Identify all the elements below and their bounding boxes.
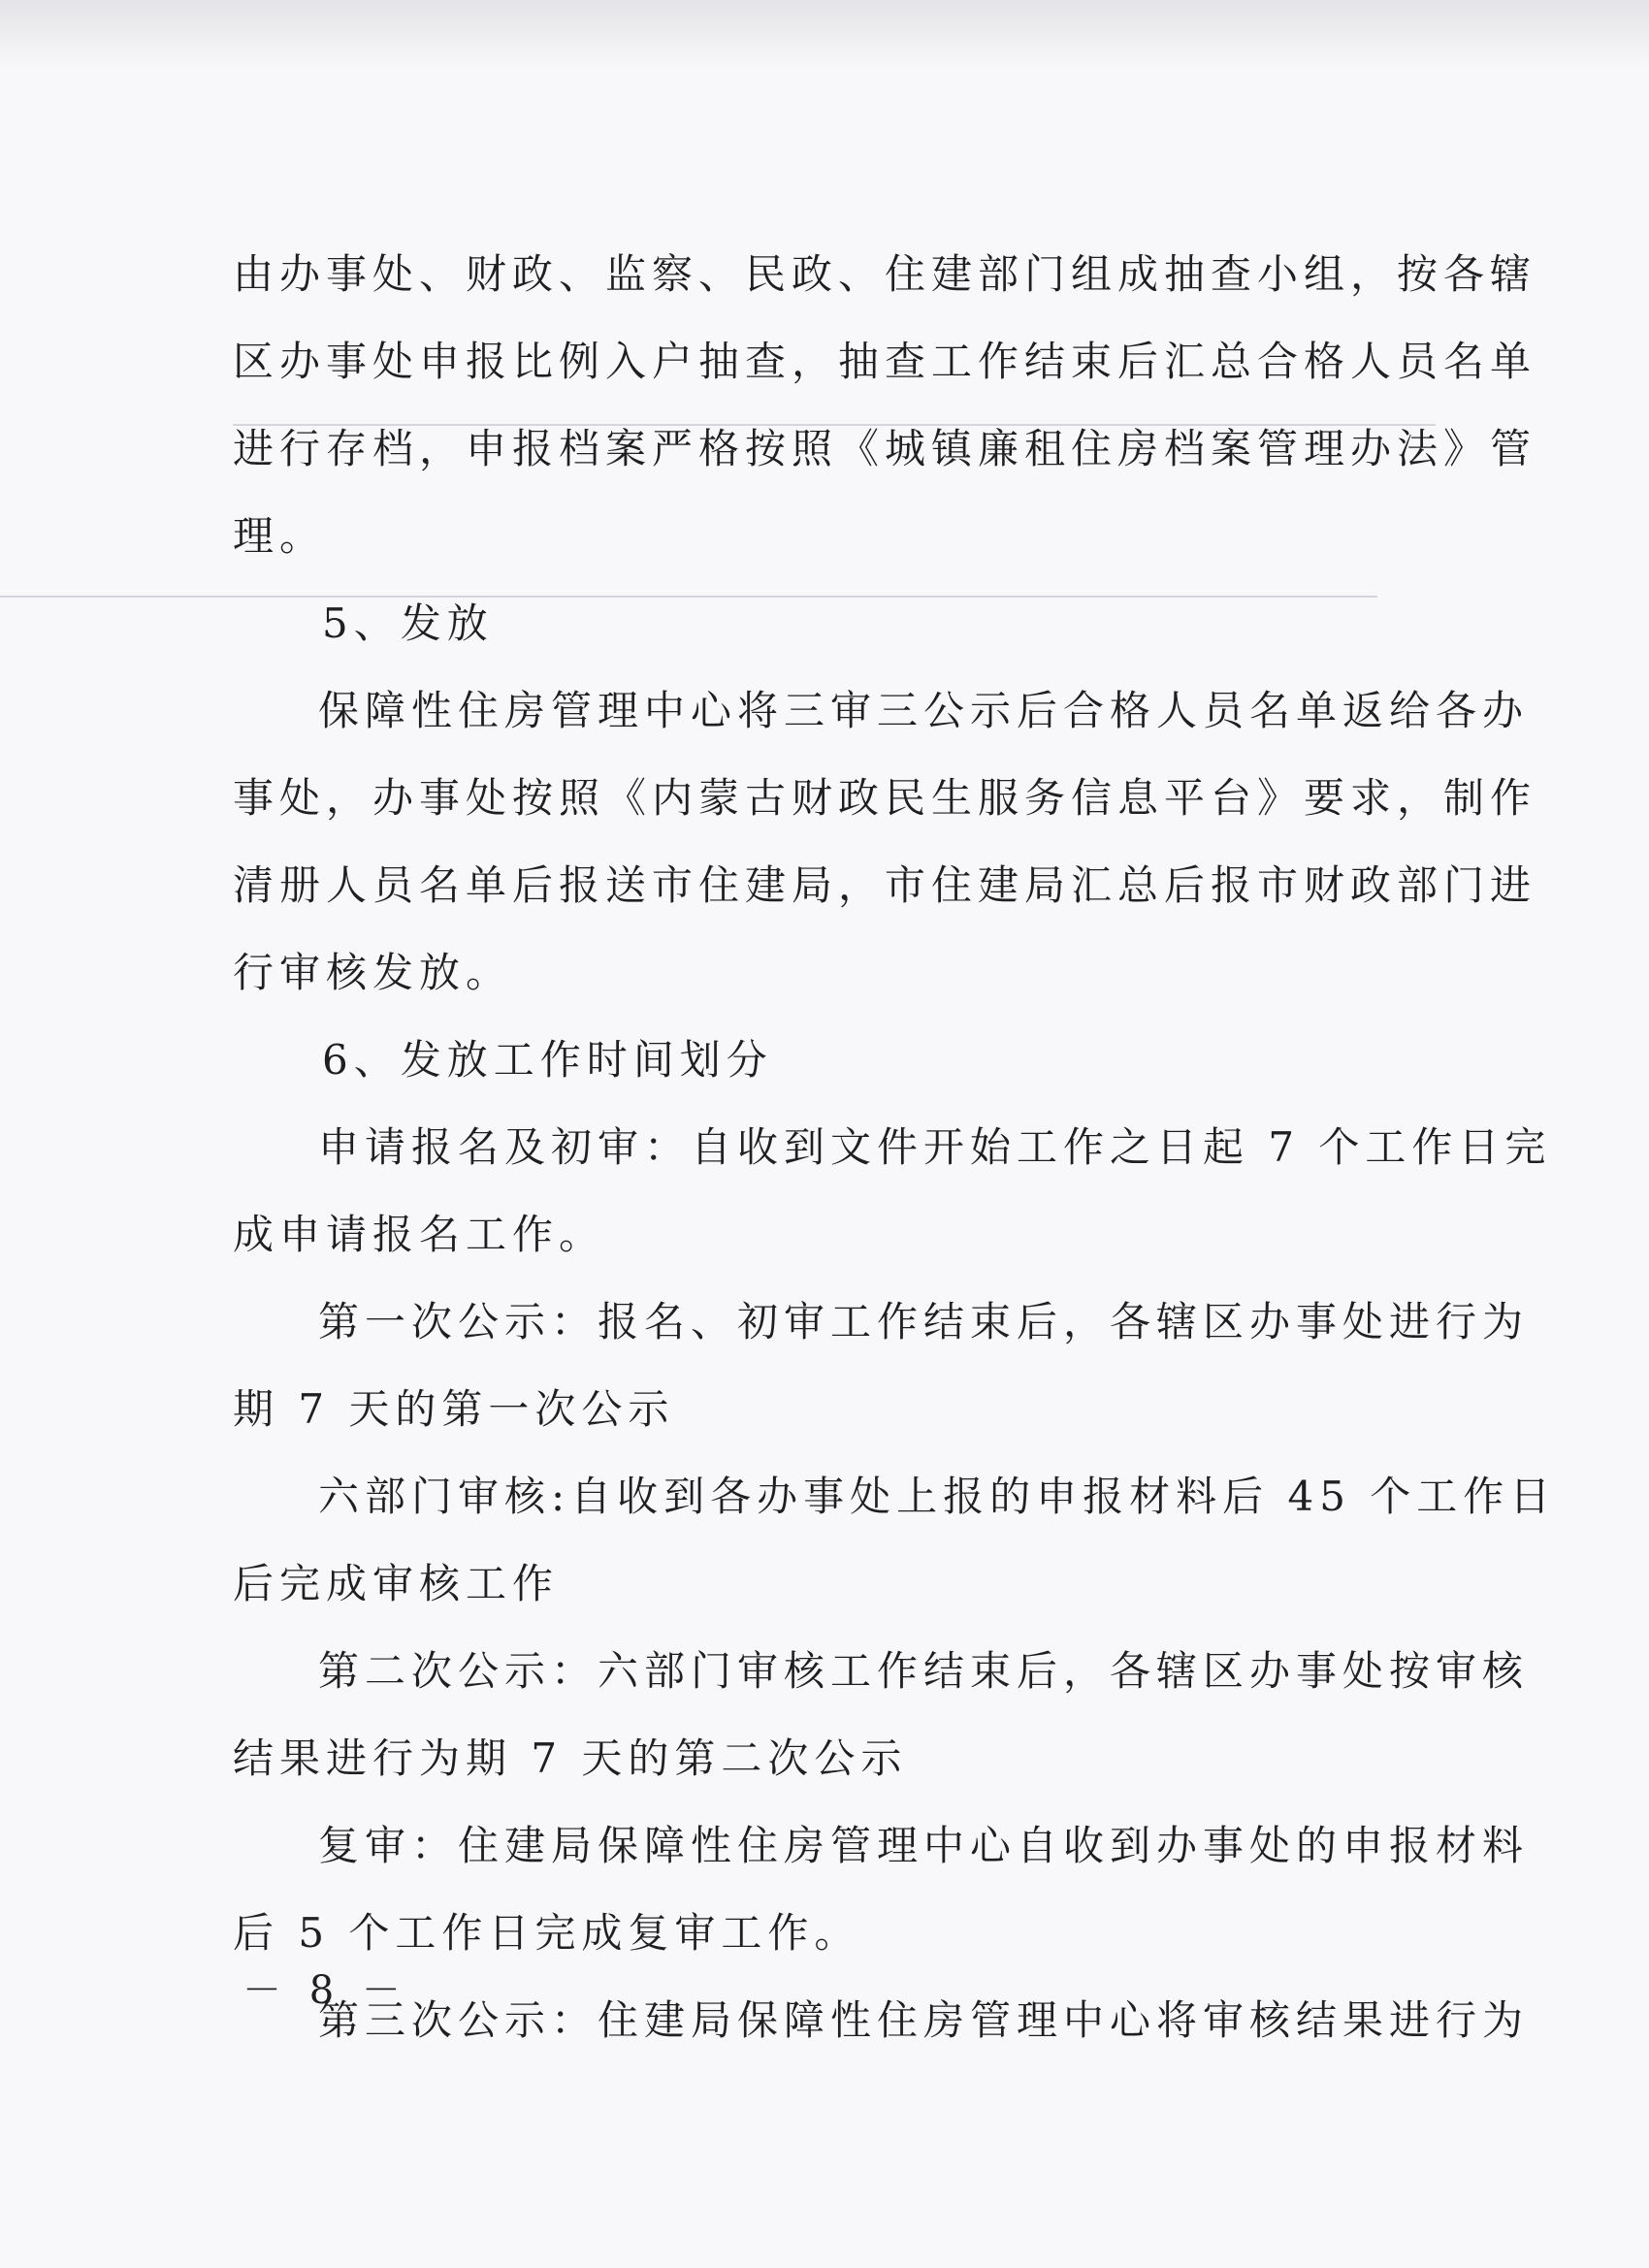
body-line: 理。 bbox=[233, 512, 327, 560]
body-line: 保障性住房管理中心将三审三公示后合格人员名单返给各办 bbox=[318, 687, 1530, 734]
body-line: 后 5 个工作日完成复审工作。 bbox=[233, 1909, 861, 1957]
body-line: 行审核发放。 bbox=[233, 949, 513, 996]
body-line: 期 7 天的第一次公示 bbox=[233, 1385, 675, 1433]
body-line: 申请报名及初审：自收到文件开始工作之日起 7 个工作日完 bbox=[318, 1123, 1552, 1171]
body-line: 第二次公示：六部门审核工作结束后，各辖区办事处按审核 bbox=[318, 1647, 1530, 1695]
scan-shadow bbox=[0, 0, 1649, 68]
body-line: 复审：住建局保障性住房管理中心自收到办事处的申报材料 bbox=[318, 1822, 1530, 1869]
body-line: 成申请报名工作。 bbox=[233, 1211, 606, 1258]
body-line: 进行存档，申报档案严格按照《城镇廉租住房档案管理办法》管 bbox=[233, 425, 1537, 472]
section-heading: 5、发放 bbox=[322, 599, 494, 647]
body-line: 清册人员名单后报送市住建局，市住建局汇总后报市财政部门进 bbox=[233, 861, 1537, 909]
body-line: 区办事处申报比例入户抽查，抽查工作结束后汇总合格人员名单 bbox=[233, 338, 1537, 385]
body-line: 结果进行为期 7 天的第二次公示 bbox=[233, 1734, 908, 1782]
document-body bbox=[233, 231, 1557, 2064]
body-line: 六部门审核:自收到各办事处上报的申报材料后 45 个工作日 bbox=[318, 1473, 1557, 1520]
body-line: 第一次公示：报名、初审工作结束后，各辖区办事处进行为 bbox=[318, 1298, 1530, 1345]
body-line: 第三次公示：住建局保障性住房管理中心将审核结果进行为 bbox=[318, 1996, 1530, 2044]
page-number: － 8 － bbox=[242, 1968, 408, 2013]
section-heading: 6、发放工作时间划分 bbox=[322, 1036, 773, 1084]
body-line: 后完成审核工作 bbox=[233, 1560, 560, 1607]
body-line: 由办事处、财政、监察、民政、住建部门组成抽查小组，按各辖 bbox=[233, 250, 1537, 298]
body-line: 事处，办事处按照《内蒙古财政民生服务信息平台》要求，制作 bbox=[233, 774, 1537, 822]
